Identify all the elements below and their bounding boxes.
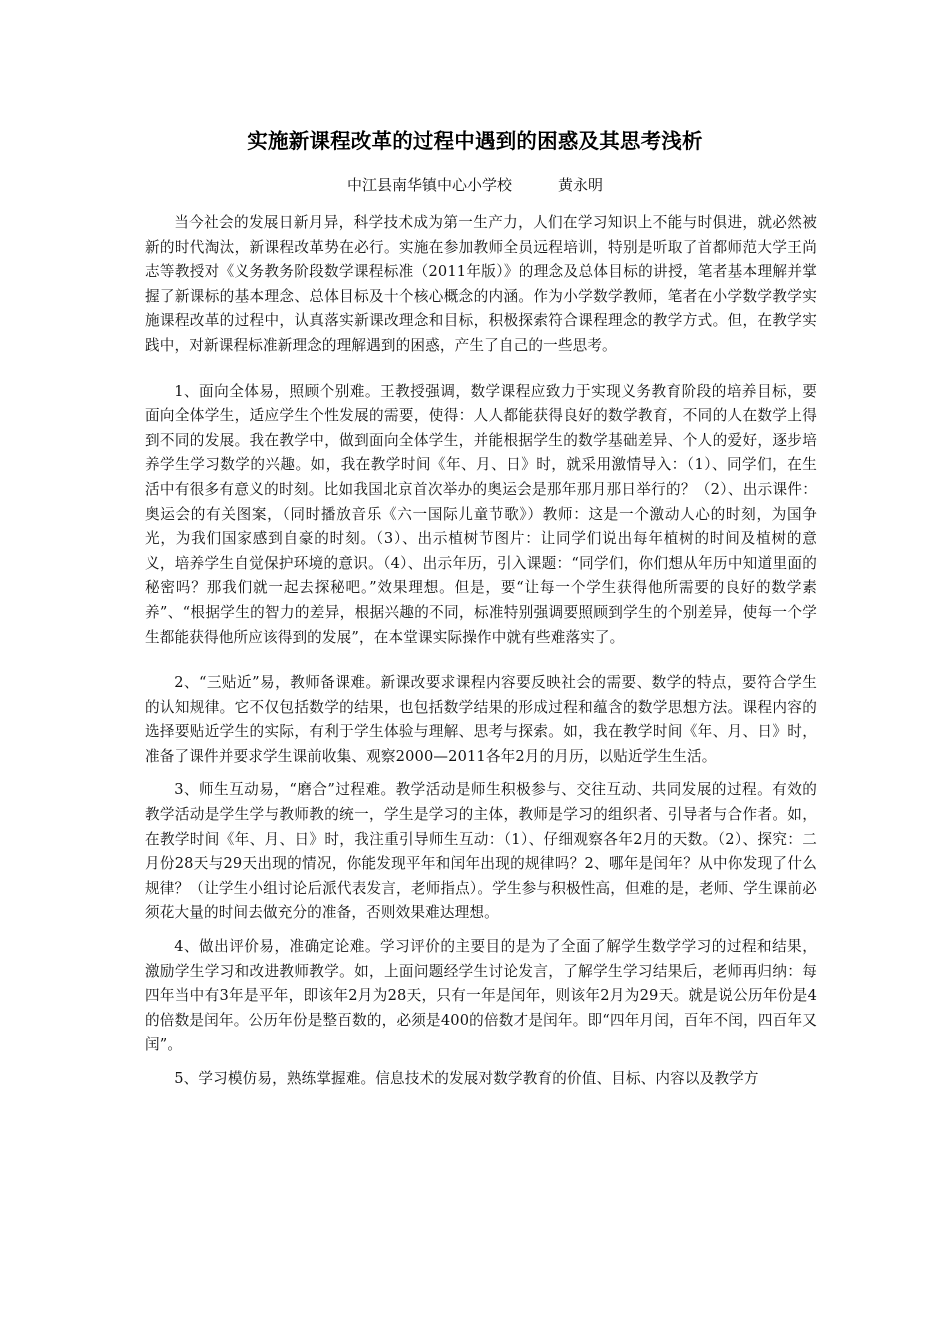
document-title: 实施新课程改革的过程中遇到的困惑及其思考浅析 [247, 129, 703, 153]
author-name: 黄永明 [558, 176, 604, 194]
paragraph-point-3: 3、师生互动易，“磨合”过程难。教学活动是师生积极参与、交往互动、共同发展的过程。有效的教学活动是学生学与教师教的统一，学生是学习的主体，教师是学习的组织者、引导者与合作者。如，在教学时间《年、月、日》时，我注重引导师生互动：（1）、仔细观察各年2月的天数。（2）、探究：二月份28天与29天出现的情况，你能发现平年和闰年出现的规律吗？2、哪年是闰年？从中你发现了什么规律？（让学生小组讨论后派代表发言，老师指点）。学生参与积极性高，但难的是，老师、学生课前必须花大量的时间去做充分的准备，否则效果难达理想。 [145, 781, 817, 922]
body-text [145, 211, 817, 1092]
paragraph-point-5: 5、学习模仿易，熟练掌握难。信息技术的发展对数学教育的价值、目标、内容以及教学方 [174, 1070, 759, 1087]
paragraph-intro: 当今社会的发展日新月异，科学技术成为第一生产力，人们在学习知识上不能与时俱进，就必然被新的时代淘汰，新课程改革势在必行。实施在参加教师全员远程培训，特别是听取了首都师范大学王尚志等教授对《义务教务阶段数学课程标准（2011年版）》的理念及总体目标的讲授，笔者基本理解并掌握了新课标的基本理念、总体目标及十个核心概念的内涵。作为小学数学教师，笔者在小学数学教学实施课程改革的过程中，认真落实新课改理念和目标，积极探索符合课程理念的教学方式。但，在教学实践中，对新课程标准新理念的理解遇到的困惑，产生了自己的一些思考。 [145, 214, 817, 354]
paragraph-point-2: 2、“三贴近”易，教师备课难。新课改要求课程内容要反映社会的需要、数学的特点，要符合学生的认知规律。它不仅包括数学的结果，也包括数学结果的形成过程和蕴含的数学思想方法。课程内容的选择要贴近学生的实际，有利于学生体验与理解、思考与探索。如，我在教学时间《年、月、日》时，准备了课件并要求学生课前收集、观察2000—2011各年2月的月历，以贴近学生生活。 [145, 674, 817, 765]
paragraph-point-1: 1、面向全体易，照顾个别难。王教授强调，数学课程应致力于实现义务教育阶段的培养目标，要面向全体学生，适应学生个性发展的需要，使得：人人都能获得良好的数学教育，不同的人在数学上得到不同的发展。我在教学中，做到面向全体学生，并能根据学生的数学基础差异、个人的爱好，逐步培养学生学习数学的兴趣。如，我在教学时间《年、月、日》时，就采用激情导入：（1）、同学们，在生活中有很多有意义的时刻。比如我国北京首次举办的奥运会是那年那月那日举行的？（2）、出示课件：奥运会的有关图案，（同时播放音乐《六一国际儿童节歌》）教师：这是一个激动人心的时刻，为国争光，为我们国家感到自豪的时刻。（3）、出示植树节图片：让同学们说出每年植树的时间及植树的意义，培养学生自觉保护环境的意识。（4）、出示年历，引入课题：“同学们，你们想从年历中知道里面的秘密吗？那我们就一起去探秘吧。”效果理想。但是，要“让每一个学生获得他所需要的良好的数学素养”、“根据学生的智力的差异，根据兴趣的不同，标准特别强调要照顾到学生的个别差异，使每一个学生都能获得他所应该得到的发展”，在本堂课实际操作中就有些难落实了。 [145, 382, 817, 646]
school-name: 中江县南华镇中心小学校 [346, 176, 512, 194]
paragraph-point-4: 4、做出评价易，准确定论难。学习评价的主要目的是为了全面了解学生数学学习的过程和结果，激励学生学习和改进教师教学。如，上面问题经学生讨论发言，了解学生学习结果后，老师再归纳：每四年当中有3年是平年，即该年2月为28天，只有一年是闰年，则该年2月为29天。就是说公历年份是4的倍数是闰年。公历年份是整百数的，必须是400的倍数才是闰年。即“四年月闰，百年不闰，四百年又闰”。 [145, 938, 817, 1054]
byline [0, 174, 950, 195]
